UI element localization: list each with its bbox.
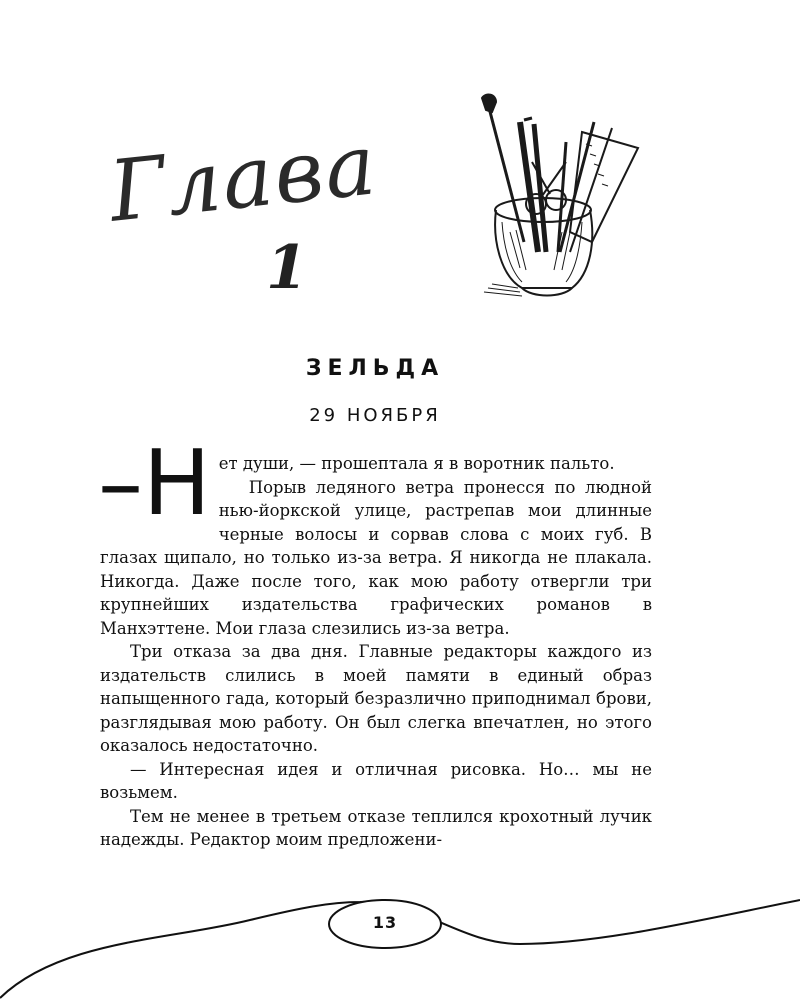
chapter-date: 29 НОЯБРЯ <box>309 405 441 426</box>
pencil-cup-illustration <box>462 92 642 304</box>
footer-wave <box>0 880 800 1000</box>
paragraph-1: ет души, — прошептала я в воротник пальто. <box>218 454 615 473</box>
paragraph-2: Порыв ледяного ветра пронесся по людной нью-йоркской улице, растрепав мои длинные черные волосы и сорвав слова с моих губ. В глазах щипало, но только из-за ветра. Я никогда не плакала. Никогда. Даже после того, как мою работу отвергли три крупнейших издательства графических романов в Манхэттене. Мои глаза слезились из-за ветра. <box>100 477 652 638</box>
chapter-heading <box>100 115 400 310</box>
body-text <box>98 431 652 852</box>
page-number: 13 <box>372 913 398 932</box>
chapter-number: 1 <box>266 233 308 303</box>
chapter-title: ЗЕЛЬДА <box>305 356 445 381</box>
drop-cap: –Н <box>98 431 211 536</box>
chapter-word: Глава <box>104 115 382 241</box>
paragraph-5: Тем не менее в третьем отказе теплился крохотный лучик надежды. Редактор моим предложени- <box>100 806 652 849</box>
paragraph-3: Три отказа за два дня. Главные редакторы каждого из издательств слились в моей памяти в единый образ напыщенного гада, который безразлично приподнимал брови, разглядывая мою работу. Он был слегка впечатлен, но этого оказалось недостаточно. <box>100 642 652 755</box>
paragraph-4: — Интересная идея и отличная рисовка. Но… мы не возьмем. <box>100 759 652 802</box>
